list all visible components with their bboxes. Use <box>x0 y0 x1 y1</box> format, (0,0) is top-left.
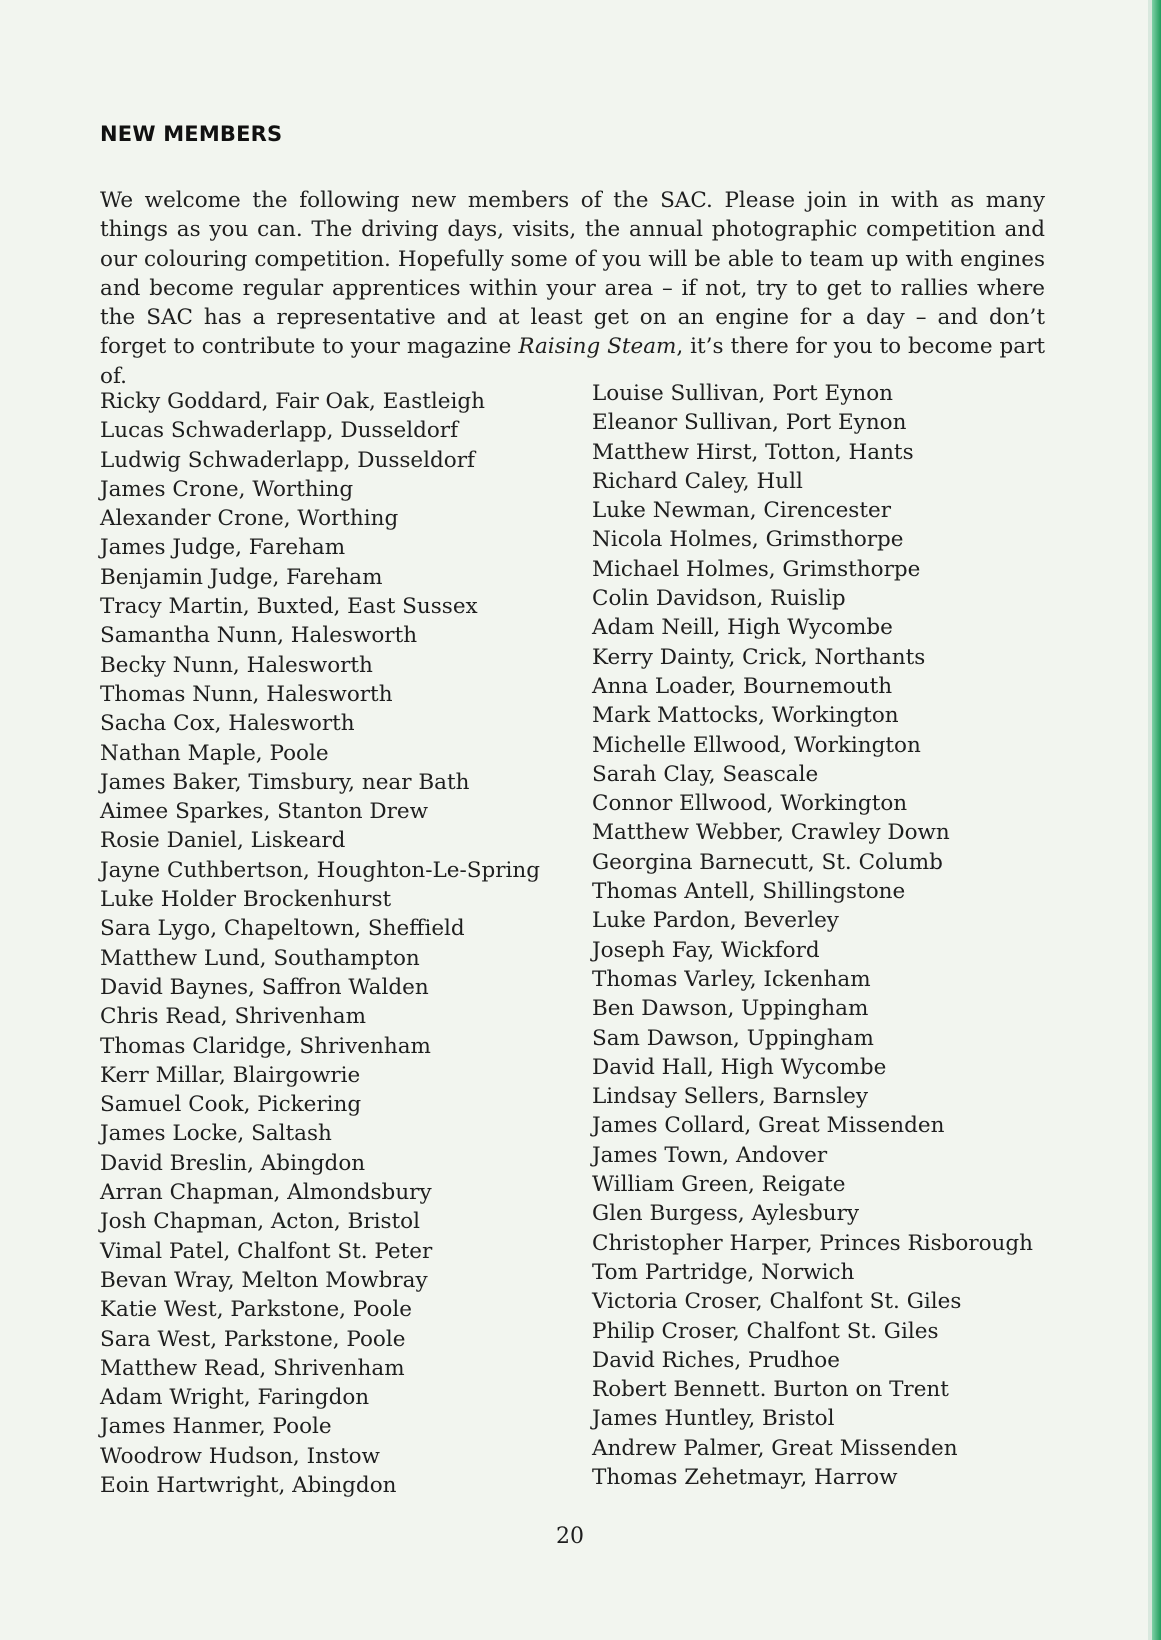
member-entry: Colin Davidson, Ruislip <box>592 586 846 612</box>
member-entry: Eleanor Sullivan, Port Eynon <box>592 410 907 436</box>
member-entry: Chris Read, Shrivenham <box>100 1004 366 1030</box>
member-entry: Matthew Webber, Crawley Down <box>592 820 950 846</box>
intro-text-after: , it’s there for you to become part of. <box>100 334 1045 389</box>
member-entry: James Baker, Timsbury, near Bath <box>100 769 470 795</box>
member-entry: Andrew Palmer, Great Missenden <box>592 1435 958 1461</box>
members-left-column <box>100 387 570 1500</box>
member-entry: Philip Croser, Chalfont St. Giles <box>592 1318 939 1344</box>
member-entry: Luke Pardon, Beverley <box>592 908 839 934</box>
member-entry: Samuel Cook, Pickering <box>100 1092 362 1118</box>
member-entry: Katie West, Parkstone, Poole <box>100 1297 412 1323</box>
members-right-column <box>592 379 1062 1492</box>
member-entry: James Crone, Worthing <box>100 476 354 502</box>
member-entry: Sam Dawson, Uppingham <box>592 1025 874 1051</box>
member-entry: David Hall, High Wycombe <box>592 1054 887 1080</box>
member-entry: Matthew Lund, Southampton <box>100 945 420 971</box>
member-entry: Ben Dawson, Uppingham <box>592 996 869 1022</box>
member-entry: Lucas Schwaderlapp, Dusseldorf <box>100 418 459 444</box>
member-entry: Thomas Nunn, Halesworth <box>100 681 393 707</box>
member-entry: Sara West, Parkstone, Poole <box>100 1326 406 1352</box>
member-entry: Nicola Holmes, Grimsthorpe <box>592 527 904 553</box>
member-entry: David Riches, Prudhoe <box>592 1347 840 1373</box>
member-entry: Thomas Zehetmayr, Harrow <box>592 1464 898 1490</box>
page-number: 20 <box>556 1524 584 1549</box>
member-entry: James Judge, Fareham <box>100 535 346 561</box>
member-entry: Matthew Hirst, Totton, Hants <box>592 439 914 465</box>
member-entry: Luke Newman, Cirencester <box>592 498 891 524</box>
member-entry: Becky Nunn, Halesworth <box>100 652 373 678</box>
member-entry: Connor Ellwood, Workington <box>592 791 908 817</box>
member-entry: William Green, Reigate <box>592 1172 846 1198</box>
member-entry: Alexander Crone, Worthing <box>100 506 399 532</box>
member-entry: Aimee Sparkes, Stanton Drew <box>100 799 429 825</box>
member-entry: Benjamin Judge, Fareham <box>100 564 383 590</box>
member-entry: Arran Chapman, Almondsbury <box>100 1180 432 1206</box>
member-entry: Tracy Martin, Buxted, East Sussex <box>100 594 478 620</box>
member-entry: Georgina Barnecutt, St. Columb <box>592 849 943 875</box>
member-entry: Sara Lygo, Chapeltown, Sheffield <box>100 916 465 942</box>
green-page-edge <box>1152 0 1161 1640</box>
member-entry: Thomas Varley, Ickenham <box>592 966 871 992</box>
member-entry: James Collard, Great Missenden <box>592 1113 945 1139</box>
member-entry: Woodrow Hudson, Instow <box>100 1443 380 1469</box>
member-entry: Joseph Fay, Wickford <box>592 937 820 963</box>
member-entry: Rosie Daniel, Liskeard <box>100 828 346 854</box>
member-entry: Victoria Croser, Chalfont St. Giles <box>592 1289 962 1315</box>
member-entry: Christopher Harper, Princes Risborough <box>592 1230 1034 1256</box>
member-entry: James Huntley, Bristol <box>592 1406 835 1432</box>
member-entry: James Locke, Saltash <box>100 1121 332 1147</box>
member-entry: Eoin Hartwright, Abingdon <box>100 1472 397 1498</box>
member-entry: Ludwig Schwaderlapp, Dusseldorf <box>100 447 475 473</box>
member-entry: Ricky Goddard, Fair Oak, Eastleigh <box>100 389 485 414</box>
page-heading: NEW MEMBERS <box>100 122 283 146</box>
member-entry: Adam Wright, Faringdon <box>100 1385 370 1411</box>
member-entry: Vimal Patel, Chalfont St. Peter <box>100 1238 433 1264</box>
member-entry: David Baynes, Saffron Walden <box>100 974 429 1000</box>
intro-paragraph <box>100 186 1045 391</box>
member-entry: Richard Caley, Hull <box>592 468 803 494</box>
member-entry: Mark Mattocks, Workington <box>592 703 899 729</box>
member-entry: Bevan Wray, Melton Mowbray <box>100 1267 428 1293</box>
intro-text-before: We welcome the following new members of the SAC. Please join in with as many things as you can. The driving days, visits, the annual photographic competition and our colouring competition. Hopefully some of you will be able to team up with engines and become regular apprentices within your area – if not, try to get to rallies where the SAC has a representative and at least get on an engine for a day – and don’t forget to contribute to your magazine <box>100 188 1045 360</box>
member-entry: Jayne Cuthbertson, Houghton-Le-Spring <box>100 857 541 883</box>
member-entry: Anna Loader, Bournemouth <box>592 673 893 699</box>
member-entry: Matthew Read, Shrivenham <box>100 1355 405 1381</box>
document-page <box>100 122 1050 1498</box>
members-left-list <box>100 387 570 1500</box>
member-entry: James Hanmer, Poole <box>100 1414 332 1440</box>
member-entry: Michael Holmes, Grimsthorpe <box>592 556 921 582</box>
member-entry: David Breslin, Abingdon <box>100 1150 366 1176</box>
member-entry: Robert Bennett. Burton on Trent <box>592 1377 949 1403</box>
members-right-list <box>592 379 1062 1492</box>
member-entry: Glen Burgess, Aylesbury <box>592 1201 860 1227</box>
member-entry: Lindsay Sellers, Barnsley <box>592 1084 869 1110</box>
member-entry: Kerr Millar, Blairgowrie <box>100 1062 361 1088</box>
member-entry: Sarah Clay, Seascale <box>592 761 819 787</box>
member-entry: Nathan Maple, Poole <box>100 740 329 766</box>
member-entry: Kerry Dainty, Crick, Northants <box>592 644 926 670</box>
member-entry: Adam Neill, High Wycombe <box>592 615 893 641</box>
member-entry: Tom Partridge, Norwich <box>592 1259 855 1285</box>
member-entry: Josh Chapman, Acton, Bristol <box>100 1209 420 1235</box>
member-entry: Michelle Ellwood, Workington <box>592 732 921 758</box>
member-entry: Sacha Cox, Halesworth <box>100 711 355 737</box>
magazine-title: Raising Steam <box>518 334 677 360</box>
member-columns <box>100 381 1050 1498</box>
member-entry: Thomas Claridge, Shrivenham <box>100 1033 431 1059</box>
member-entry: Louise Sullivan, Port Eynon <box>592 381 893 406</box>
member-entry: Thomas Antell, Shillingstone <box>592 879 906 905</box>
member-entry: Samantha Nunn, Halesworth <box>100 623 418 649</box>
member-entry: Luke Holder Brockenhurst <box>100 887 392 913</box>
member-entry: James Town, Andover <box>592 1142 828 1168</box>
